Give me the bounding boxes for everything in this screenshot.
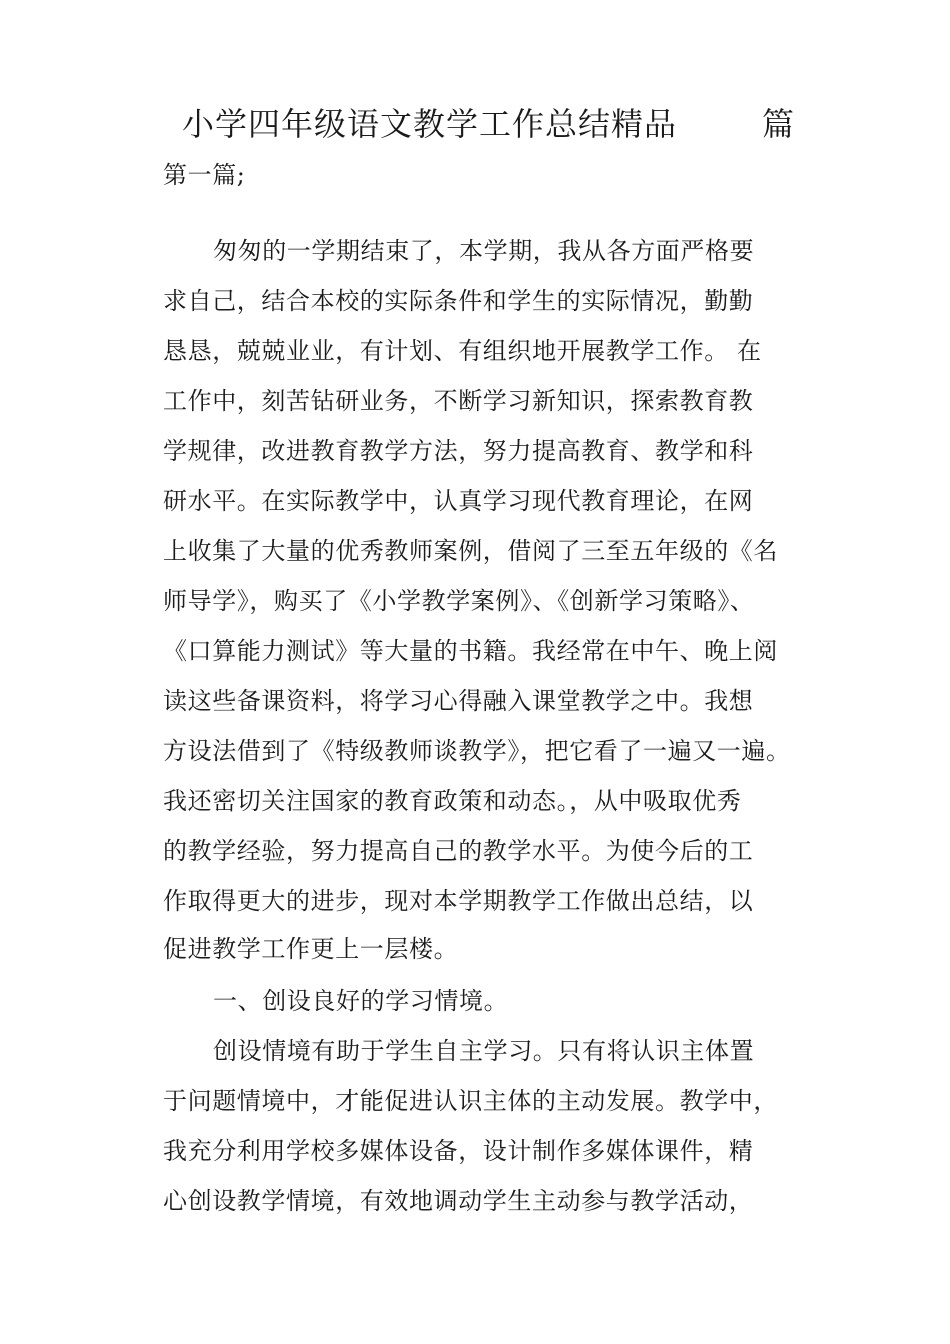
paragraph-line: 促进教学工作更上一层楼。 — [163, 935, 459, 963]
paragraph-line: 匆匆的一学期结束了，本学期，我从各方面严格要 — [213, 237, 755, 265]
paragraph-line: 我充分利用学校多媒体设备，设计制作多媒体课件，精 — [163, 1137, 754, 1165]
paragraph-line: 方设法借到了《特级教师谈教学》，把它看了一遍又一遍。 — [163, 737, 791, 765]
paragraph-line: 心创设教学情境，有效地调动学生主动参与教学活动， — [163, 1187, 754, 1215]
paragraph-line: 学规律，改进教育教学方法，努力提高教育、教学和科 — [163, 437, 754, 465]
paragraph-line: 读这些备课资料，将学习心得融入课堂教学之中。我想 — [163, 687, 754, 715]
paragraph-line: 于问题情境中，才能促进认识主体的主动发展。教学中， — [163, 1087, 778, 1115]
paragraph-line: 师导学》，购买了《小学教学案例》、《创新学习策略》、 — [163, 587, 755, 615]
paragraph-line: 作取得更大的进步，现对本学期教学工作做出总结，以 — [163, 887, 754, 915]
section-label: 第一篇; — [163, 161, 246, 189]
paragraph-line: 求自己，结合本校的实际条件和学生的实际情况，勤勤 — [163, 287, 754, 315]
paragraph-line: 我还密切关注国家的教育政策和动态。，从中吸取优秀 — [163, 787, 742, 815]
paragraph-line: 的教学经验，努力提高自己的教学水平。为使今后的工 — [163, 837, 754, 865]
paragraph-line: 工作中，刻苦钻研业务，不断学习新知识，探索教育教 — [163, 387, 754, 415]
paragraph-line: 上收集了大量的优秀教师案例，借阅了三至五年级的《名 — [163, 537, 778, 565]
paragraph-line: 《口算能力测试》等大量的书籍。我经常在中午、晚上阅 — [163, 637, 778, 665]
section-heading: 一、创设良好的学习情境。 — [213, 987, 509, 1015]
title-suffix: 篇 — [762, 105, 796, 143]
paragraph-line: 创设情境有助于学生自主学习。只有将认识主体置 — [213, 1037, 755, 1065]
title-text: 小学四年级语文教学工作总结精品 — [182, 105, 678, 143]
document-title — [182, 98, 802, 150]
paragraph-line: 研水平。在实际教学中，认真学习现代教育理论，在网 — [163, 487, 754, 515]
paragraph-line: 恳恳，兢兢业业，有计划、有组织地开展教学工作。 在 — [163, 337, 762, 365]
